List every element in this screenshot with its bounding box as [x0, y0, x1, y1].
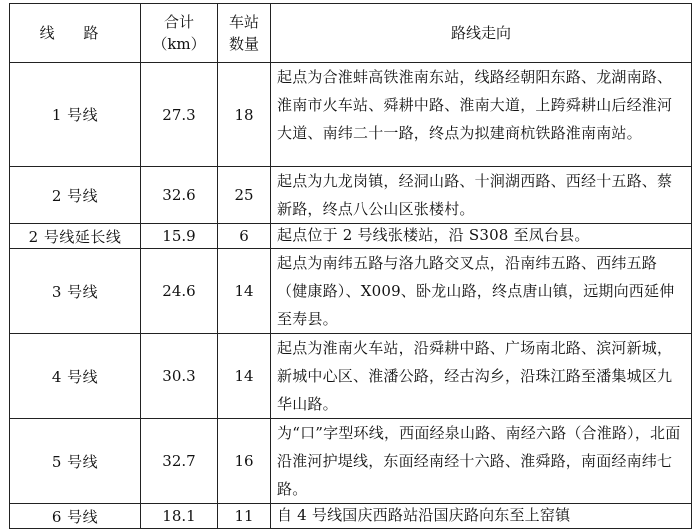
station-count-cell: 11 [218, 504, 271, 529]
length-km-cell: 15.9 [141, 224, 218, 249]
table-row [10, 63, 692, 167]
station-count-cell: 16 [218, 419, 271, 504]
route-description-cell: 自 4 号线国庆西路站沿国庆路向东至上窑镇 [271, 504, 692, 529]
line-name-cell: 2 号线延长线 [10, 224, 141, 249]
header-stations-label2: 数量 [228, 35, 259, 53]
line-name-cell: 5 号线 [10, 419, 141, 504]
header-line-label: 线 路 [39, 24, 111, 42]
table-row [10, 504, 692, 529]
line-name-cell: 3 号线 [10, 249, 141, 334]
station-count-cell: 25 [218, 167, 271, 224]
line-name-cell: 1 号线 [10, 63, 141, 167]
table-row [10, 419, 692, 504]
metro-lines-table [9, 3, 692, 529]
header-total-label: 合计 [163, 13, 194, 31]
length-km-cell: 18.1 [141, 504, 218, 529]
length-km-cell: 32.7 [141, 419, 218, 504]
table-row [10, 224, 692, 249]
line-name-cell: 2 号线 [10, 167, 141, 224]
route-description-cell: 起点为南纬五路与洛九路交叉点，沿南纬五路、西纬五路（健康路）、X009、卧龙山路，终点唐山镇，远期向西延伸至寿县。 [271, 249, 692, 334]
route-description-cell: 起点为九龙岗镇，经洞山路、十涧湖西路、西经十五路、蔡新路，终点八公山区张楼村。 [271, 167, 692, 224]
route-description-cell: 为“口”字型环线，西面经泉山路、南经六路（合淮路），北面沿淮河护堤线，东面经南经十六路、淮舜路，南面经南纬七路。 [271, 419, 692, 504]
station-count-cell: 14 [218, 249, 271, 334]
header-route [271, 4, 692, 63]
length-km-cell: 27.3 [141, 63, 218, 167]
header-line [10, 4, 141, 63]
line-name-cell: 6 号线 [10, 504, 141, 529]
header-route-label: 路线走向 [450, 24, 511, 42]
length-km-cell: 30.3 [141, 334, 218, 419]
metro-lines-table-wrapper [9, 3, 692, 529]
length-km-cell: 24.6 [141, 249, 218, 334]
header-total-unit: （km） [152, 35, 206, 53]
route-description-cell: 起点为合淮蚌高铁淮南东站，线路经朝阳东路、龙湖南路、淮南市火车站、舜耕中路、淮南大道，上跨舜耕山后经淮河大道、南纬二十一路，终点为拟建商杭铁路淮南南站。 [271, 63, 692, 167]
header-stations [218, 4, 271, 63]
length-km-cell: 32.6 [141, 167, 218, 224]
table-row [10, 249, 692, 334]
station-count-cell: 18 [218, 63, 271, 167]
station-count-cell: 6 [218, 224, 271, 249]
table-row [10, 167, 692, 224]
table-header-row [10, 4, 692, 63]
route-description-cell: 起点为淮南火车站，沿舜耕中路、广场南北路、滨河新城，新城中心区、淮潘公路，经古沟乡，沿珠江路至潘集城区九华山路。 [271, 334, 692, 419]
table-row [10, 334, 692, 419]
route-description-cell: 起点位于 2 号线张楼站，沿 S308 至凤台县。 [271, 224, 692, 249]
header-stations-label1: 车站 [228, 13, 259, 31]
station-count-cell: 14 [218, 334, 271, 419]
line-name-cell: 4 号线 [10, 334, 141, 419]
header-total-km [141, 4, 218, 63]
